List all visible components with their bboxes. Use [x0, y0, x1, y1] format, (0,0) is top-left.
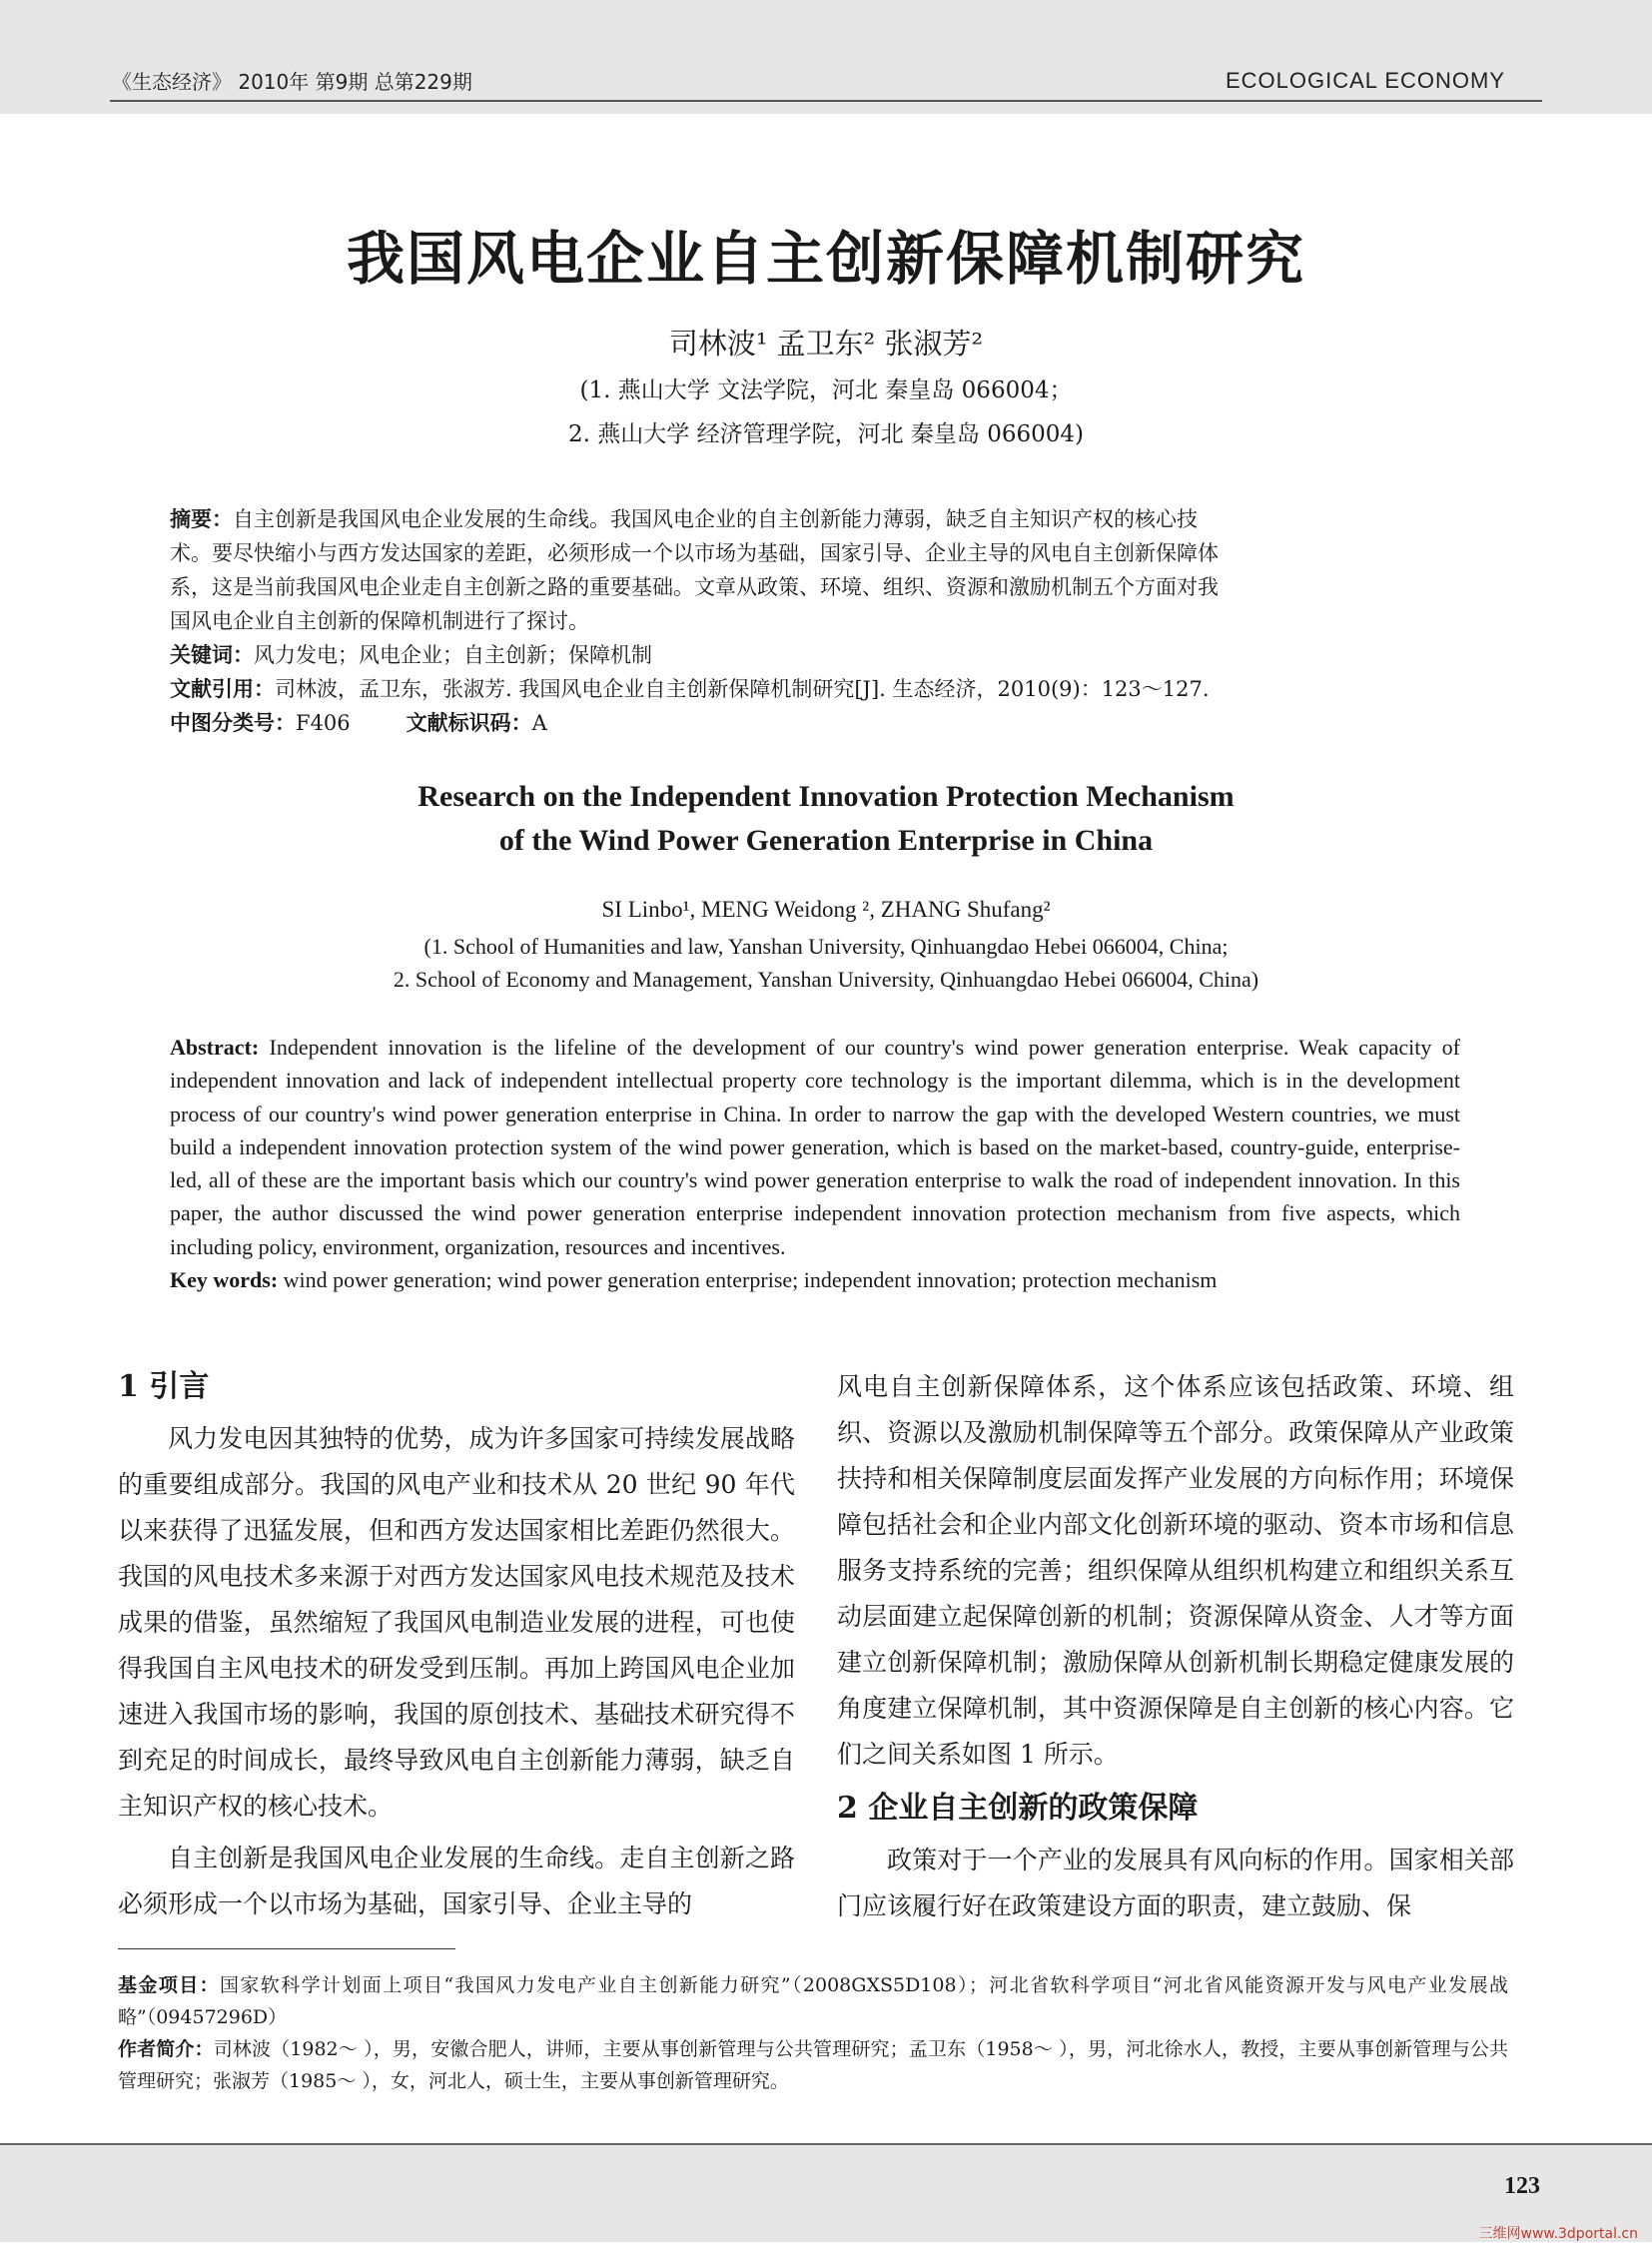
footer-rule: [0, 2143, 1652, 2145]
affiliation-cn-2: 2. 燕山大学 经济管理学院，河北 秦皇岛 066004): [568, 421, 1084, 447]
abstract-en-text: Independent innovation is the lifeline of the development of our country's wind power generation enterprise. Weak capacity of independent innovation and lack of independent intellectual property core technology is the important dilemma, which is in the development process of our country's wind power generation enterprise in China. In order to narrow the gap with the developed Western countries, we must build a independent innovation protection system of the wind power generation, which is based on the market-based, country-guide, enterprise-led, all of these are the important basis which our country's wind power generation enterprise to walk the road of independent innovation. In this paper, the author discussed the wind power generation enterprise independent innovation protection mechanism from five aspects, which including policy, environment, organization, resources and incentives.: [170, 1035, 1461, 1259]
affiliation-cn-1: (1. 燕山大学 文法学院，河北 秦皇岛 066004；: [579, 377, 1073, 403]
journal-issue: 《生态经济》 2010年 第9期 总第229期: [112, 70, 472, 94]
clc-value: F406: [296, 711, 351, 735]
title-en-line-2: of the Wind Power Generation Enterprise in China: [498, 824, 1154, 857]
journal-name-en: ECOLOGICAL ECONOMY: [1225, 68, 1505, 93]
keywords-cn-label: 关键词：: [170, 643, 254, 667]
abstract-cn-line-2: 术。要尽快缩小与西方发达国家的差距，必须形成一个以市场为基础，国家引导、企业主导的风电自主创新保障体: [170, 541, 1219, 565]
section-1-title: 1 引言: [118, 1369, 210, 1404]
keywords-cn: [170, 638, 1460, 672]
watermark: 三维网www.3dportal.cn: [1478, 2226, 1638, 2242]
keywords-en-label: Key words:: [170, 1267, 279, 1293]
classification-cn: [170, 706, 1460, 740]
doc-code-label: 文献标识码：: [406, 711, 532, 735]
author-label: 作者简介：: [118, 2038, 214, 2060]
keywords-en-text: wind power generation; wind power generation enterprise; independent innovation; protection mechanism: [283, 1267, 1218, 1293]
section-2-paragraph-1: 政策对于一个产业的发展具有风向标的作用。国家相关部门应该履行好在政策建设方面的职责，建立鼓励、保: [837, 1846, 1514, 1920]
fund-text: 国家软科学计划面上项目“我国风力发电产业自主创新能力研究”（2008GXS5D108）；河北省软科学项目“河北省风能资源开发与风电产业发展战略”（09457296D）: [118, 1974, 1508, 2028]
abstract-english: [170, 1031, 1460, 1296]
abstract-cn-label: 摘要：: [170, 507, 233, 531]
header-rule: [110, 100, 1542, 102]
abstract-cn-line-1: [170, 502, 1460, 536]
clc-label: 中图分类号：: [170, 711, 296, 735]
abstract-cn-text-1: 自主创新是我国风电企业发展的生命线。我国风电企业的自主创新能力薄弱，缺乏自主知识产权的核心技: [233, 507, 1198, 531]
fund-note: [118, 1969, 1508, 2033]
authors-chinese: 司林波¹ 孟卫东² 张淑芳²: [668, 327, 984, 361]
section-1-paragraph-1: 风力发电因其独特的优势，成为许多国家可持续发展战略的重要组成部分。我国的风电产业和技术从 20 世纪 90 年代以来获得了迅猛发展，但和西方发达国家相比差距仍然很大。我国的风电技术多来源于对西方发达国家风电技术规范及技术成果的借鉴，虽然缩短了我国风电制造业发展的进程，可也使得我国自主风电技术的研发受到压制。再加上跨国风电企业加速进入我国市场的影响，我国的原创技术、基础技术研究得不到充足的时间成长，最终导致风电自主创新能力薄弱，缺乏自主知识产权的核心技术。: [118, 1424, 795, 1821]
abstract-chinese: [170, 502, 1460, 740]
title-english: [0, 775, 1652, 863]
keywords-en: [170, 1263, 1460, 1296]
section-2-title: 2 企业自主创新的政策保障: [837, 1791, 1199, 1826]
section-1-paragraph-2: 自主创新是我国风电企业发展的生命线。走自主创新之路必须形成一个以市场为基础，国家引导、企业主导的: [118, 1844, 795, 1918]
doc-code-value: A: [531, 711, 547, 735]
authors-english: SI Linbo¹, MENG Weidong ², ZHANG Shufang²: [601, 897, 1051, 922]
right-paragraph-1: 风电自主创新保障体系，这个体系应该包括政策、环境、组织、资源以及激励机制保障等五个部分。政策保障从产业政策扶持和相关保障制度层面发挥产业发展的方向标作用；环境保障包括社会和企业内部文化创新环境的驱动、资本市场和信息服务支持系统的完善；组织保障从组织机构建立和组织关系互动层面建立起保障创新的机制；资源保障从资金、人才等方面建立创新保障机制；激励保障从创新机制长期稳定健康发展的角度建立保障机制，其中资源保障是自主创新的核心内容。它们之间关系如图 1 所示。: [837, 1372, 1514, 1769]
citation-cn-label: 文献引用：: [170, 677, 275, 701]
author-note: [118, 2033, 1508, 2097]
abstract-en-body: [170, 1031, 1460, 1263]
citation-cn: [170, 672, 1460, 706]
affiliation-en-1: (1. School of Humanities and law, Yanshan University, Qinhuangdao Hebei 066004, China;: [423, 934, 1229, 959]
author-text: 司林波（1982～ ），男，安徽合肥人，讲师，主要从事创新管理与公共管理研究；孟卫东（1958～ ），男，河北徐水人，教授，主要从事创新管理与公共管理研究；张淑芳（1985～ ），女，河北人，硕士生，主要从事创新管理研究。: [118, 2038, 1508, 2092]
abstract-cn-line-3: 系，这是当前我国风电企业走自主创新之路的重要基础。文章从政策、环境、组织、资源和激励机制五个方面对我: [170, 575, 1219, 599]
page-number: 123: [1504, 2173, 1540, 2199]
running-header: [0, 0, 1652, 114]
page-footer: [0, 2143, 1652, 2242]
fund-label: 基金项目：: [118, 1974, 220, 1996]
citation-cn-text: 司林波，孟卫东，张淑芳. 我国风电企业自主创新保障机制研究[J]. 生态经济，2010(9)：123～127.: [275, 677, 1210, 701]
footnotes: [118, 1969, 1508, 2097]
affiliation-en-2: 2. School of Economy and Management, Yanshan University, Qinhuangdao Hebei 066004, China): [393, 967, 1259, 992]
keywords-cn-text: 风力发电；风电企业；自主创新；保障机制: [254, 643, 652, 667]
abstract-en-label: Abstract:: [170, 1035, 260, 1060]
abstract-cn-line-4: 国风电企业自主创新的保障机制进行了探讨。: [170, 609, 589, 633]
body-column-left: [118, 1364, 795, 1927]
body-column-right: [837, 1364, 1514, 1929]
title-en-line-1: Research on the Independent Innovation Protection Mechanism: [417, 780, 1235, 813]
title-chinese: 我国风电企业自主创新保障机制研究: [346, 225, 1305, 293]
footnote-rule: [118, 1948, 455, 1949]
